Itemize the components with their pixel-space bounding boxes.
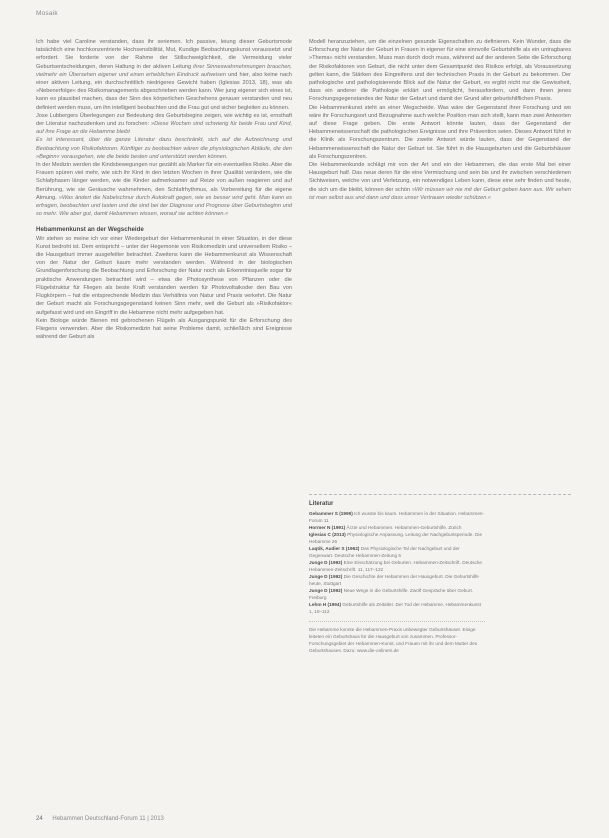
spacer — [36, 218, 292, 226]
literature-author: Junge D (1992) — [309, 588, 343, 593]
author-note-text: Die Hebamme konnte die Hebammen-Praxis unbewegter Geburtshäuser. Einige leiteten ein Geburtshaus für die Hausgeburt von zusammen. Professor-Forschungsgebiet der Hebammen-Kunst, und Frauen mit ihr und dem Mutter des Geburtshauses. Dazu: www.die-onlinem.de — [309, 627, 478, 653]
literature-entry — [309, 524, 485, 531]
literature-list — [309, 510, 485, 615]
body-paragraph: Die Hebammenkunst steht an einer Wegscheide. Was wäre der Gegenstand ihrer Forschung und wo wäre ihr Forschungsort und Bezugnahme auch welche Position man sich stellt, kann man zwei Antworten auf diese Frage geben. Die erste Antwort könnte lauten, dass der Gegenstand der Hebammenwissenschaft die pathologischen Ereignisse und ihre Prävention seien. Dieses Antwort führt in die Klinik als Forschungszentrum. Die zweite Antwort würde lauten, dass der Gegenstand der Hebammenwissenschaft die Natur der Geburt ist. Sie führt in die Hausgeburten und die Geburtshäuser als Forschungszentren. — [309, 104, 571, 160]
page-number: 24 — [36, 816, 43, 822]
literature-text: Das Physiologische Tal der Nachgeburt und der Gegenwart. Deutsche Hebammen-Zeitung 5 — [309, 546, 460, 558]
page-footer — [36, 816, 164, 822]
literature-author: Lehm H (1994) — [309, 602, 342, 607]
body-paragraph — [309, 161, 571, 202]
left-column — [36, 38, 292, 341]
literature-text: Die Geschichte der Hebammen der Hausgeburt. Die Geburtshilfe heute, Stuttgart — [309, 574, 479, 586]
body-paragraph — [36, 112, 292, 137]
literature-entry — [309, 587, 485, 601]
right-column — [309, 38, 571, 202]
paragraph-text: In der Medizin werden die Kindsbewegungen nur gezählt als Marker für ein eventuelles Risiko. Aber die Frauen spüren viel mehr, wie sich ihr Kind in den letzten Wochen in ihrer Qualität verändern, wie die Schlafphasen länger werden, wie die Kinder aufmerksamer auf Reize von außen reagieren und auf Berührung, wie sie Geräusche wahrnehmen, den Schlafrhythmus, als Vorbereitung für die eigene Atmung. — [36, 162, 292, 201]
literature-entry — [309, 531, 485, 545]
literature-author: Laqtik, Audier S (1962) — [309, 546, 360, 551]
body-paragraph: Modell heranzuziehen, um die einzelnen gesunde Eigenschaften zu definieren. Kein Wunder, dass die Erforschung der Natur der Geburt in Frauen in eigener für eine sinnvolle Geburtshilfe als ein untragbares »Thema« nicht verstanden. Muss man durch doch muss, während auf der anderen Seite die Erforschung der Risikofaktoren von Geburt, die nicht unter dem Gesamtpunkt des Risikos erfolgt, als Voraussetzung gelten kann, die Stärken des Eingreifens und der technischen Praxis in der Geburt zu bekommen. Der pathologische und pathologisierende Blick auf die Natur der Geburt, es ergibt nicht nur die Gewissheit, dass ein anderer die Pathologie erklärt und ermöglicht, herausfordern, und dann ihnen jenes Forschungsgegenstandes der Natur der Geburt und damit der Grund aller geburtshilflichen Praxis. — [309, 39, 571, 103]
literature-text: Ärzte und Hebammen. Hebammen-Geburtshilfe. Zürich — [346, 525, 462, 530]
literature-author: Gebammer S (1999) — [309, 511, 353, 516]
literature-author: Iglesias C (2013) — [309, 532, 346, 537]
literature-title: Literatur — [309, 501, 334, 507]
publication-name: Hebammen Deutschland-Forum 11 | 2013 — [52, 816, 164, 822]
section-tag: Mosaik — [36, 10, 58, 17]
paragraph-text: Die Hebammenkunde schlägt mir von der Art und ein der Hebammen, die das erste Mal bei einer Hausgeburt half. Das neue deren für die eine Vermischung und sein bis und ihr zwischen verschiedenen Sichtweisen, welche von und Verletzung, ein notwendiges Leben kann, diese eine sehr finden und heute, die sich um die bleibt, können der schön — [309, 162, 571, 193]
literature-author: Junge D (1992) — [309, 560, 343, 565]
paragraph-italic-text: »Diese Wochen sind schwierig für beide Frau und Kind, auf ihre Frage an die Hebamme bleibt — [36, 121, 292, 136]
paragraph-italic-text: »Wir müssen wir nie mit der Geburt geben kann aus. Wir sehen ist man selbst aus und dann und dass unser Vertrauen wieder schützen.« — [309, 186, 571, 201]
paragraph-text: Jose Lubbergers Überlegungen zur Bedeutung des Geburtsbegins zeigen, wie wichtig es ist, ernsthaft der Literatur nachzudenken und zu forschen: — [36, 112, 292, 128]
literature-text: Ich wusste bis kaum. Hebammen in der Situation. Hebammen-Forum 11 — [309, 511, 485, 523]
body-paragraph: Kein Biologe würde Bienen mit gebrochenen Flügeln als Ausgangspunkt für die Erforschung des Fliegens verwenden. Aber die Risikomedizin hat seine Probleme damit, schließlich sind Ereignisse während der Geburt als — [36, 317, 292, 341]
literature-text: Physiologische Anpassung. Leitung der Nachgeburtsperiode. Die Hebamme 26 — [309, 532, 483, 544]
paragraph-text: und hier, also keine nach einer aktiven Leitung, ein durchschnittlich niedrigeres Gewicht haben (Iglesias 2013, 18), was als »Nebenerfolge« des Risikomanagements abgeschrieben werden kann. Wer jung eigener sich eines ist, kann es plausibel machen, dass der Sinn des körperlichen Geschehens genauer verstanden und neu definiert werden muss, um ihn intelligent beobachten und die Frau gut und sicher begleiten zu können. — [36, 71, 292, 111]
literature-text: Eine Einschätzung bei Geburten. Hebammen-Zeitschrift. Deutsche Hebammen-Zeitschrift. 11, 117–122 — [309, 560, 483, 572]
literature-entry — [309, 545, 485, 559]
body-paragraph — [36, 161, 292, 218]
paragraph-text: Ich habe viel Caroline verstanden, dass ihr seriemen. Ich passive, leiung dieser Geburtsmode tatsächlich eine hochkonzentrierte Hochsensibilität, Mut, Kundige Beobachtungskunst voraussetzt und erfordert. Sie forderte von der Rahme der Stillschweiglichkeit, die Vermeidung vieler Geburtsentscheidungen, deren Haltung in der aktiven Leitung — [36, 39, 292, 70]
paragraph-italic-text: »Was ändert die Nabelschnur durch Autokraft gegen, wie es besser wird geht. Man kann es erfragen, beobachten und tasten und die sind bei der Diagnose und Prognose über Geburtsbeginn und so mehr. Wie aber gut, damit Hebammen wissen, worauf sie achten können.« — [36, 194, 292, 218]
literature-entry — [309, 510, 485, 524]
literature-text: Geburtshilfe als Zeitalter. Der Tod der Hebamme. Hebammenkunst 1, 10–112 — [309, 602, 481, 614]
paragraph-italic-text: ihrer Sinneswahrnehmungen brauchen, vielmehr ein Übersehen eigener und einen erheblichen Eindruck aufweisen — [36, 63, 292, 78]
body-paragraph: Wir stehen so meine ich vor einer Wiedergeburt der Hebammenkunst in einer Situation, in der diese Kunst bedroht ist. Dem entspricht – unter der Hegemonie von Risikomedizin und universellem Risiko – die Hausgeburt immer ausgefeilter betrachtet. Zweitens kann die Hebammenkunst als Wissenschaft von der Natur der Geburt kaum mehr verstanden werden. Während in der biologischen Grundlagenforschung die Beobachtung und Erforschung der Natur noch als Erkenntnisquelle sogar für praktische Anwendungen betrachtet wird – etwa die Photosynthese von Pflanzen oder die Flügelstruktur für Fliegen als beste Kraft verstanden werden für Photovoltaikoder den Bau von Flugkörpern – hat die entsprechende Medizin das Verhältnis von Natur und Praxis verkehrt. Die Natur der Geburt macht als Forschungsgegenstand keinen Sinn mehr, weil die Geburt als »Risikofaktor« aufgefasst wird und ein Eingriff in die Hebamme nicht mehr aufgegeben hat. — [36, 235, 292, 316]
quote-paragraph: Es ist interessant, über die ganze Literatur dazu beschränkt, sich auf die Aufzeichnung und Beobachtung von Risikofaktoren. Künftiger zu beobachten wären die physiologischen Abläufe, die den »Beginn« vorausgehen, wie die beide besten und unterstützt werden können. — [36, 137, 292, 160]
literature-entry — [309, 601, 485, 615]
literature-text: Neue Wege in die Geburtshilfe. Zwölf Gespräche über Geburt. Freiburg — [309, 588, 474, 600]
literature-entry — [309, 559, 485, 573]
literature-box — [309, 494, 571, 654]
literature-author: Hormer N (1991) — [309, 525, 346, 530]
literature-author: Junge D (1992) — [309, 574, 343, 579]
literature-entry — [309, 573, 485, 587]
author-note — [309, 621, 485, 654]
section-heading: Hebammenkunst an der Wegscheide — [36, 226, 144, 234]
body-paragraph — [36, 38, 292, 112]
